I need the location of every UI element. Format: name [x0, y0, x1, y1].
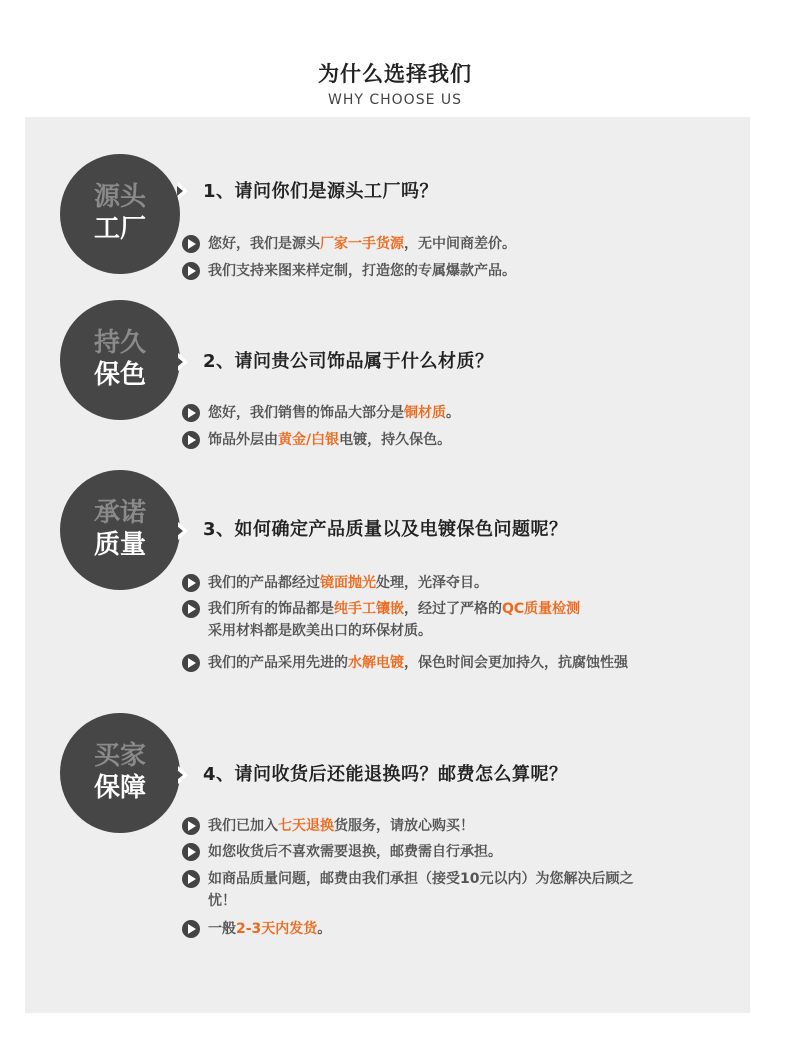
- pointer-arrow-icon: [178, 353, 188, 371]
- page-title: 为什么选择我们: [318, 62, 472, 86]
- question-2: 2、请问贵公司饰品属于什么材质？: [203, 351, 494, 372]
- badge-line2: 工厂: [93, 214, 146, 244]
- play-arrow-icon: [182, 870, 200, 888]
- play-arrow-icon: [182, 600, 200, 618]
- pointer-arrow-icon: [178, 766, 188, 784]
- play-arrow-icon: [182, 843, 200, 861]
- badge-line2: 保障: [93, 773, 146, 803]
- badge-quality-promise: [60, 470, 180, 590]
- play-arrow-icon: [182, 817, 200, 835]
- answer-item: 如商品质量问题，邮费由我们承担（接受10元以内）为您解决后顾之忧！: [182, 868, 660, 912]
- answer-item: 您好，我们是源头厂家一手货源，无中间商差价。: [182, 233, 672, 255]
- question-4: 4、请问收货后还能退换吗？邮费怎么算呢？: [203, 764, 568, 785]
- page-header: [0, 60, 790, 110]
- play-arrow-icon: [182, 404, 200, 422]
- answer-item: 如您收货后不喜欢需要退换，邮费需自行承担。: [182, 841, 672, 863]
- play-arrow-icon: [182, 235, 200, 253]
- play-arrow-icon: [182, 654, 200, 672]
- badge-source-factory: [60, 154, 180, 274]
- play-arrow-icon: [182, 920, 200, 938]
- badge-line1: 源头: [93, 182, 146, 212]
- play-arrow-icon: [182, 262, 200, 280]
- answer-item: 我们所有的饰品都是纯手工镶嵌，经过了严格的QC质量检测 采用材料都是欧美出口的环保材质。: [182, 598, 672, 642]
- badge-line1: 买家: [93, 741, 146, 771]
- pointer-arrow-icon: [178, 182, 188, 200]
- answer-item: 一般2-3天内发货。: [182, 918, 672, 940]
- badge-line2: 质量: [93, 530, 146, 560]
- page-subtitle: WHY CHOOSE US: [327, 92, 463, 108]
- answer-item: 我们的产品采用先进的水解电镀，保色时间会更加持久，抗腐蚀性强: [182, 652, 652, 674]
- badge-line2: 保色: [93, 360, 146, 390]
- question-3: 3、如何确定产品质量以及电镀保色问题呢？: [203, 519, 568, 540]
- question-1: 1、请问你们是源头工厂吗？: [203, 181, 439, 202]
- answer-item: 饰品外层由黄金/白银电镀，持久保色。: [182, 429, 672, 451]
- pointer-arrow-icon: [178, 522, 188, 540]
- answer-item: 我们已加入七天退换货服务，请放心购买！: [182, 815, 672, 837]
- badge-line1: 持久: [93, 328, 146, 358]
- play-arrow-icon: [182, 431, 200, 449]
- badge-buyer-protection: [60, 713, 180, 833]
- answer-item: 我们支持来图来样定制，打造您的专属爆款产品。: [182, 260, 672, 282]
- badge-long-lasting: [60, 300, 180, 420]
- badge-line1: 承诺: [93, 498, 146, 528]
- answer-item: 我们的产品都经过镜面抛光处理，光泽夺目。: [182, 572, 672, 594]
- answer-item: 您好，我们销售的饰品大部分是铜材质。: [182, 402, 672, 424]
- play-arrow-icon: [182, 574, 200, 592]
